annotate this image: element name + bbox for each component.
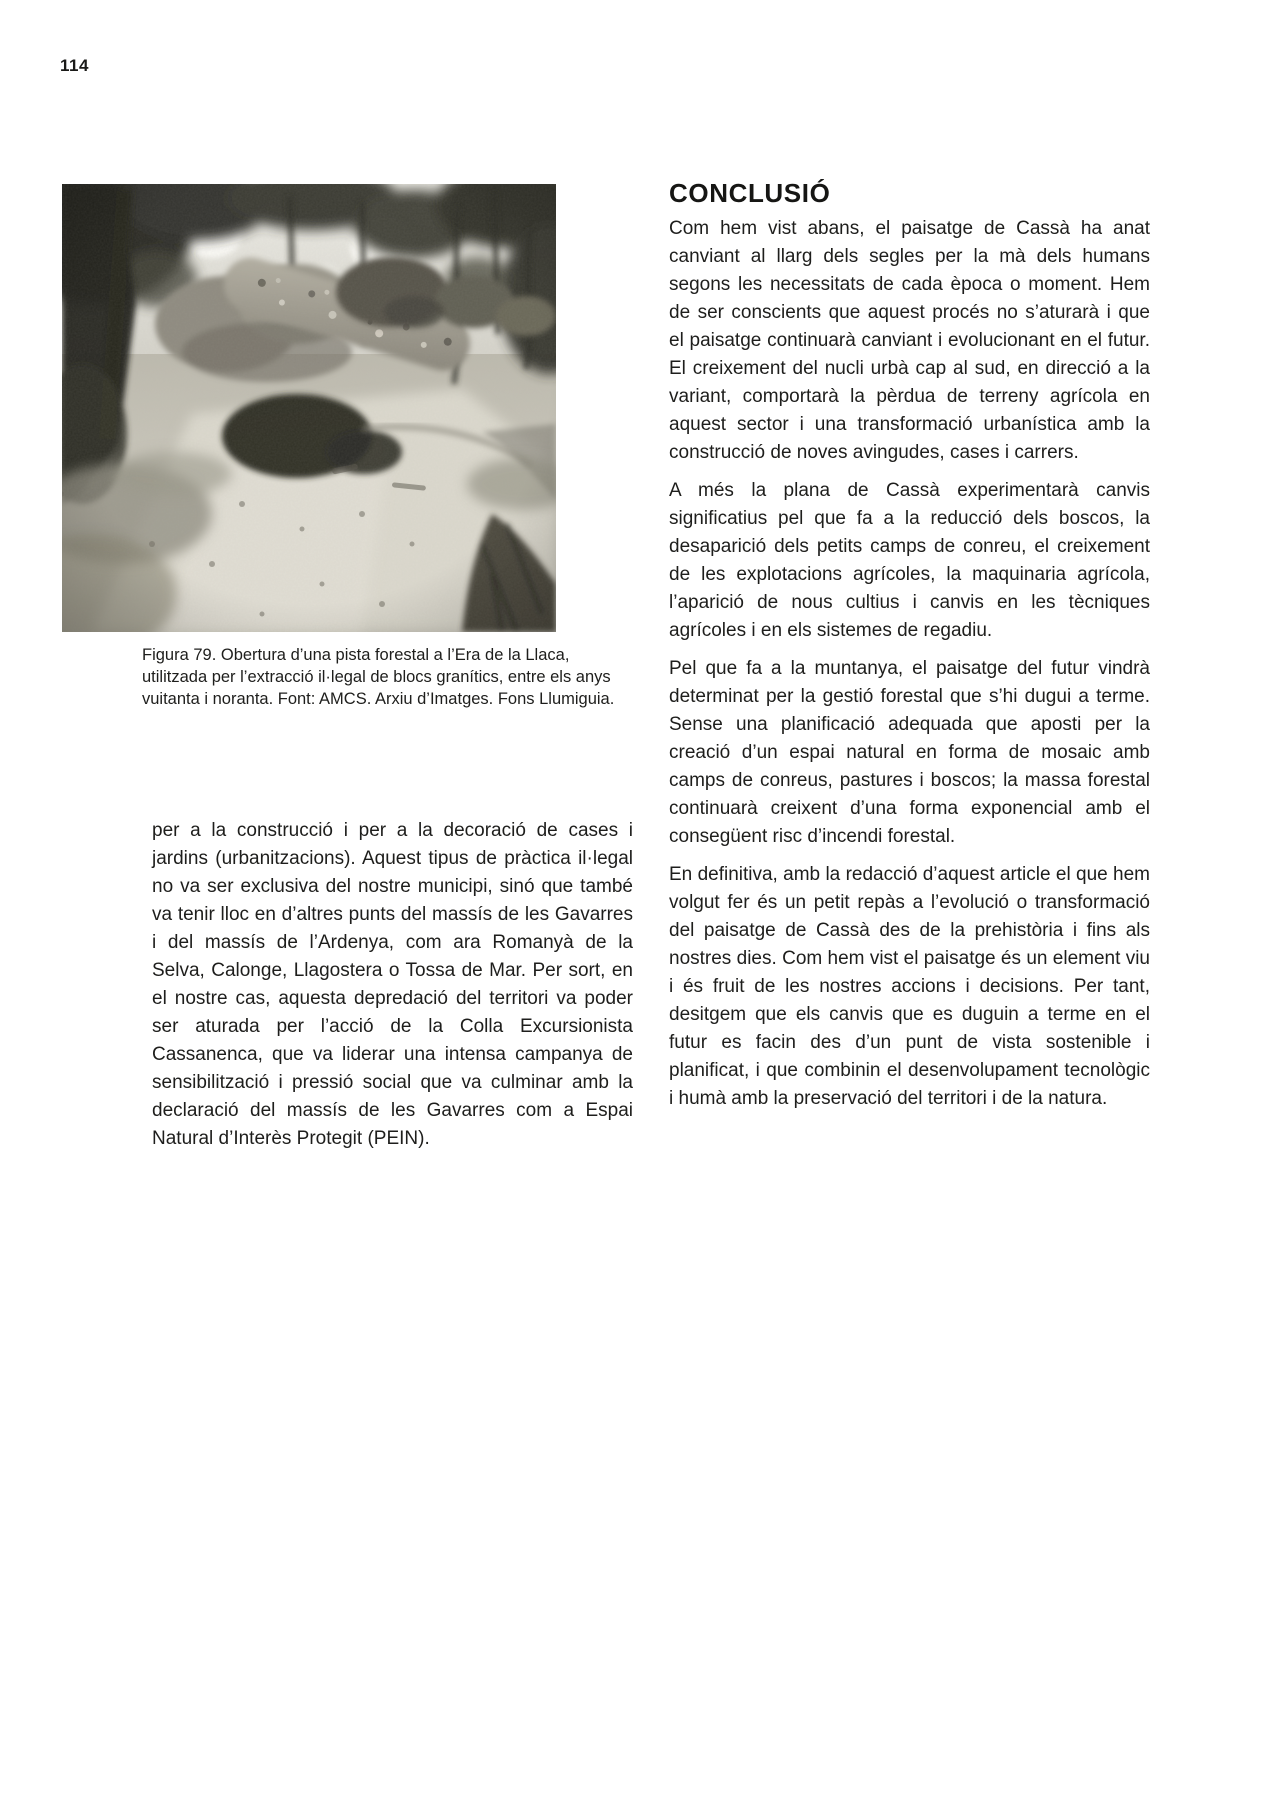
paragraph: Pel que fa a la muntanya, el paisatge del futur vindrà determinat per la gestió forestal que s’hi dugui a terme. Sense una planificació adequada que aposti per la creació d’un espai natural en forma de mosaic amb camps de conreus, pastures i boscos; la massa forestal continuarà creixent d’una forma exponencial amb el consegüent risc d’incendi forestal.	[669, 658, 1150, 847]
right-text-column	[669, 180, 1150, 1113]
paragraph: per a la construcció i per a la decoració de cases i jardins (urbanitzacions). Aquest tipus de pràctica il·legal no va ser exclusiva del nostre municipi, sinó que també va tenir lloc en d’altres punts del massís de les Gavarres i del massís de l’Ardenya, com ara Romanyà de la Selva, Calonge, Llagostera o Tossa de Mar. Per sort, en el nostre cas, aquesta depredació del territori va poder ser aturada per l’acció de la Colla Excursionista Cassanenca, que va liderar una intensa campanya de sensibilització i pressió social que va culminar amb la declaració del massís de les Gavarres com a Espai Natural d’Interès Protegit (PEIN).	[152, 820, 633, 1149]
section-heading-conclusio: CONCLUSIÓ	[669, 178, 831, 208]
paragraph: A més la plana de Cassà experimentarà canvis significatius pel que fa a la reducció dels boscos, la desaparició dels petits camps de conreu, el creixement de les explotacions agrícoles, la maquinaria agrícola, l’aparició de nous cultius i canvis en les tècniques agrícoles i en els sistemes de regadiu.	[669, 480, 1150, 641]
page-number: 114	[60, 56, 89, 75]
paragraph: Com hem vist abans, el paisatge de Cassà ha anat canviant al llarg dels segles per la mà dels humans segons les necessitats de cada època o moment. Hem de ser conscients que aquest procés no s’aturarà i que el paisatge continuarà canviant i evolucionant en el futur. El creixement del nucli urbà cap al sud, en direcció a la variant, comportarà la pèrdua de terreny agrícola en aquest sector i una transformació urbanística amb la construcció de noves avingudes, cases i carrers.	[669, 218, 1150, 463]
paragraph: En definitiva, amb la redacció d’aquest article el que hem volgut fer és un petit repàs a l’evolució o transformació del paisatge de Cassà des de la prehistòria i fins als nostres dies. Com hem vist el paisatge és un element viu i és fruit de les nostres accions i decisions. Per tant, desitgem que els canvis que es duguin a terme en el futur es facin des d’un punt de vista sostenible i planificat, i que combinin el desenvolupament tecnològic i humà amb la preservació del territori i de la natura.	[669, 864, 1150, 1109]
figure-caption: Figura 79. Obertura d’una pista forestal a l’Era de la Llaca, utilitzada per l’extracció il·legal de blocs granítics, entre els anys vuitanta i noranta. Font: AMCS. Arxiu d’Imatges. Fons Llumiguia.	[142, 646, 615, 708]
forest-track-photo	[62, 184, 556, 632]
figure-79	[62, 184, 615, 708]
right-column-paragraphs	[669, 215, 1150, 1113]
left-text-column	[152, 817, 633, 1153]
